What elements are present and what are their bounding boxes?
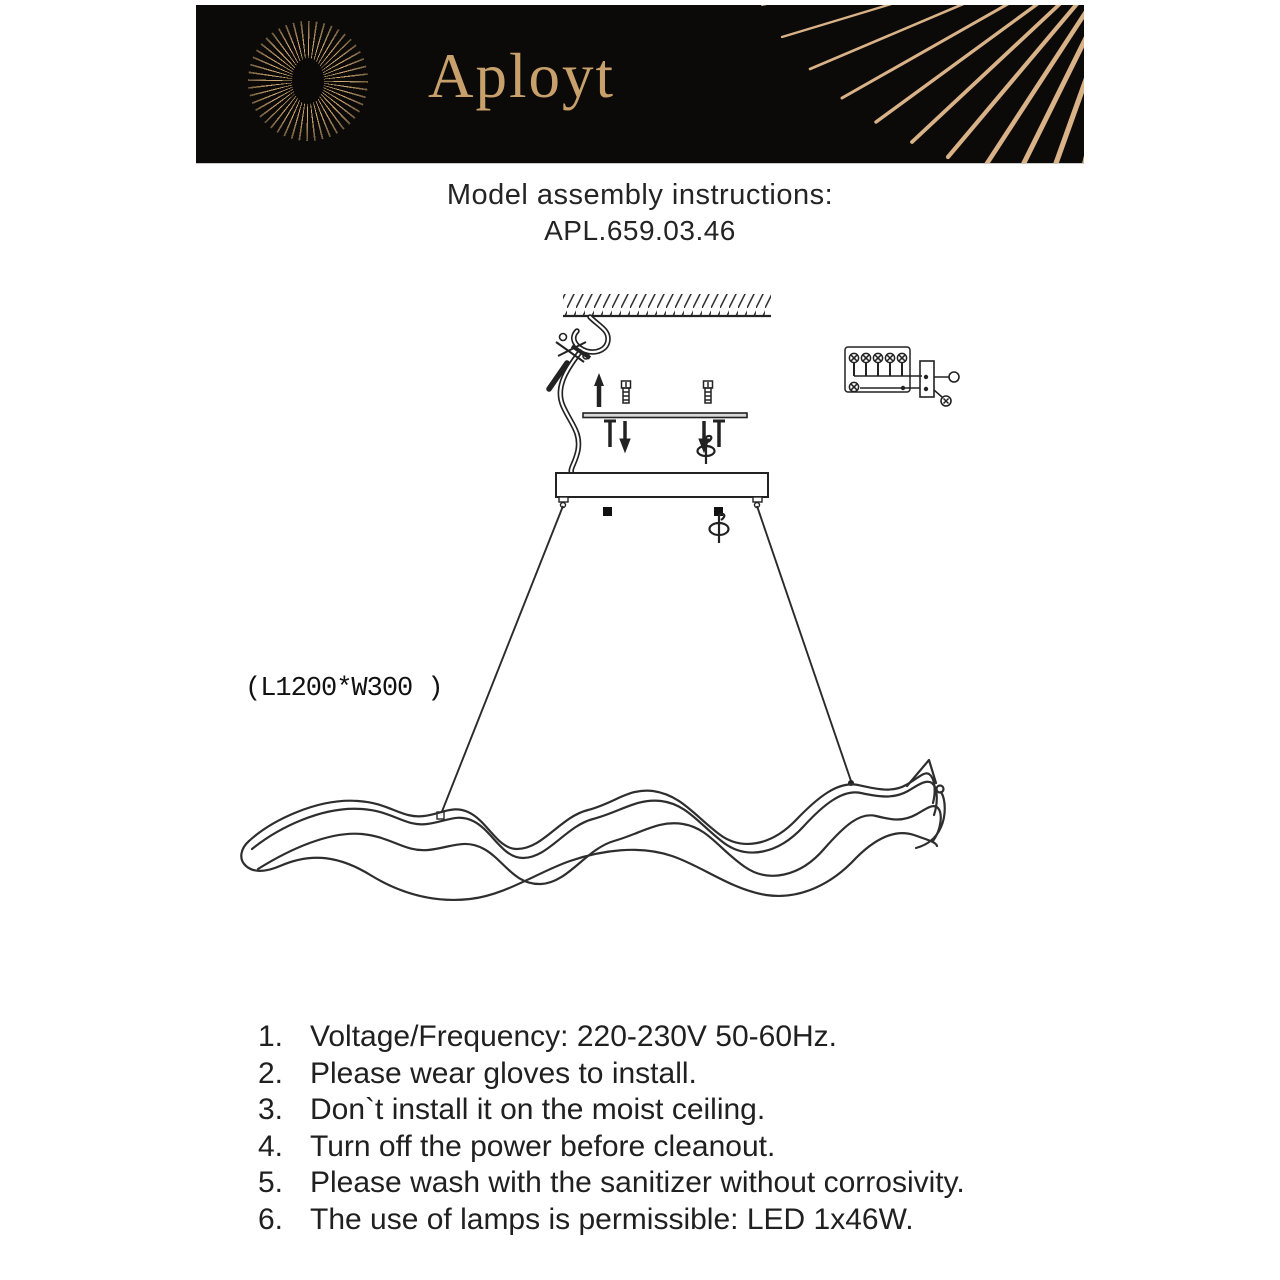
item-text: Voltage/Frequency: 220-230V 50-60Hz. [310, 1020, 838, 1053]
instruction-item [258, 1202, 965, 1239]
instruction-item [258, 1056, 965, 1093]
item-text: The use of lamps is permissible: LED 1x46W. [310, 1202, 914, 1236]
instruction-item [258, 1165, 965, 1202]
instruction-item [258, 1092, 965, 1129]
up-arrow [594, 373, 604, 407]
wave-lamp-shade [241, 760, 944, 900]
mounting-bracket [583, 413, 747, 418]
item-number: 1. [258, 1020, 284, 1053]
instruction-item [258, 1129, 965, 1166]
suspension-cables [437, 506, 854, 819]
item-number: 2. [258, 1056, 284, 1090]
item-text: Please wash with the sanitizer without corrosivity. [310, 1166, 965, 1199]
item-text: Please wear gloves to install. [310, 1056, 697, 1090]
dimension-label: (L1200*W300 ) [245, 674, 443, 704]
item-number: 3. [258, 1093, 284, 1126]
anchor-screws [622, 381, 713, 403]
item-number: 5. [258, 1166, 284, 1199]
item-text: Turn off the power before cleanout. [310, 1129, 776, 1163]
instruction-item [258, 1019, 965, 1056]
model-number: APL.659.03.46 [544, 215, 736, 246]
brand-name: Aployt [428, 41, 616, 111]
item-number: 4. [258, 1129, 284, 1163]
item-number: 6. [258, 1202, 284, 1236]
item-text: Don`t install it on the moist ceiling. [310, 1093, 766, 1126]
canopy [556, 473, 768, 516]
page-title: Model assembly instructions: [446, 179, 834, 211]
instruction-list [258, 1019, 965, 1238]
screw-rotate-symbol-lower [710, 514, 729, 543]
terminal-block-wiring [845, 347, 959, 406]
ceiling [563, 294, 771, 316]
